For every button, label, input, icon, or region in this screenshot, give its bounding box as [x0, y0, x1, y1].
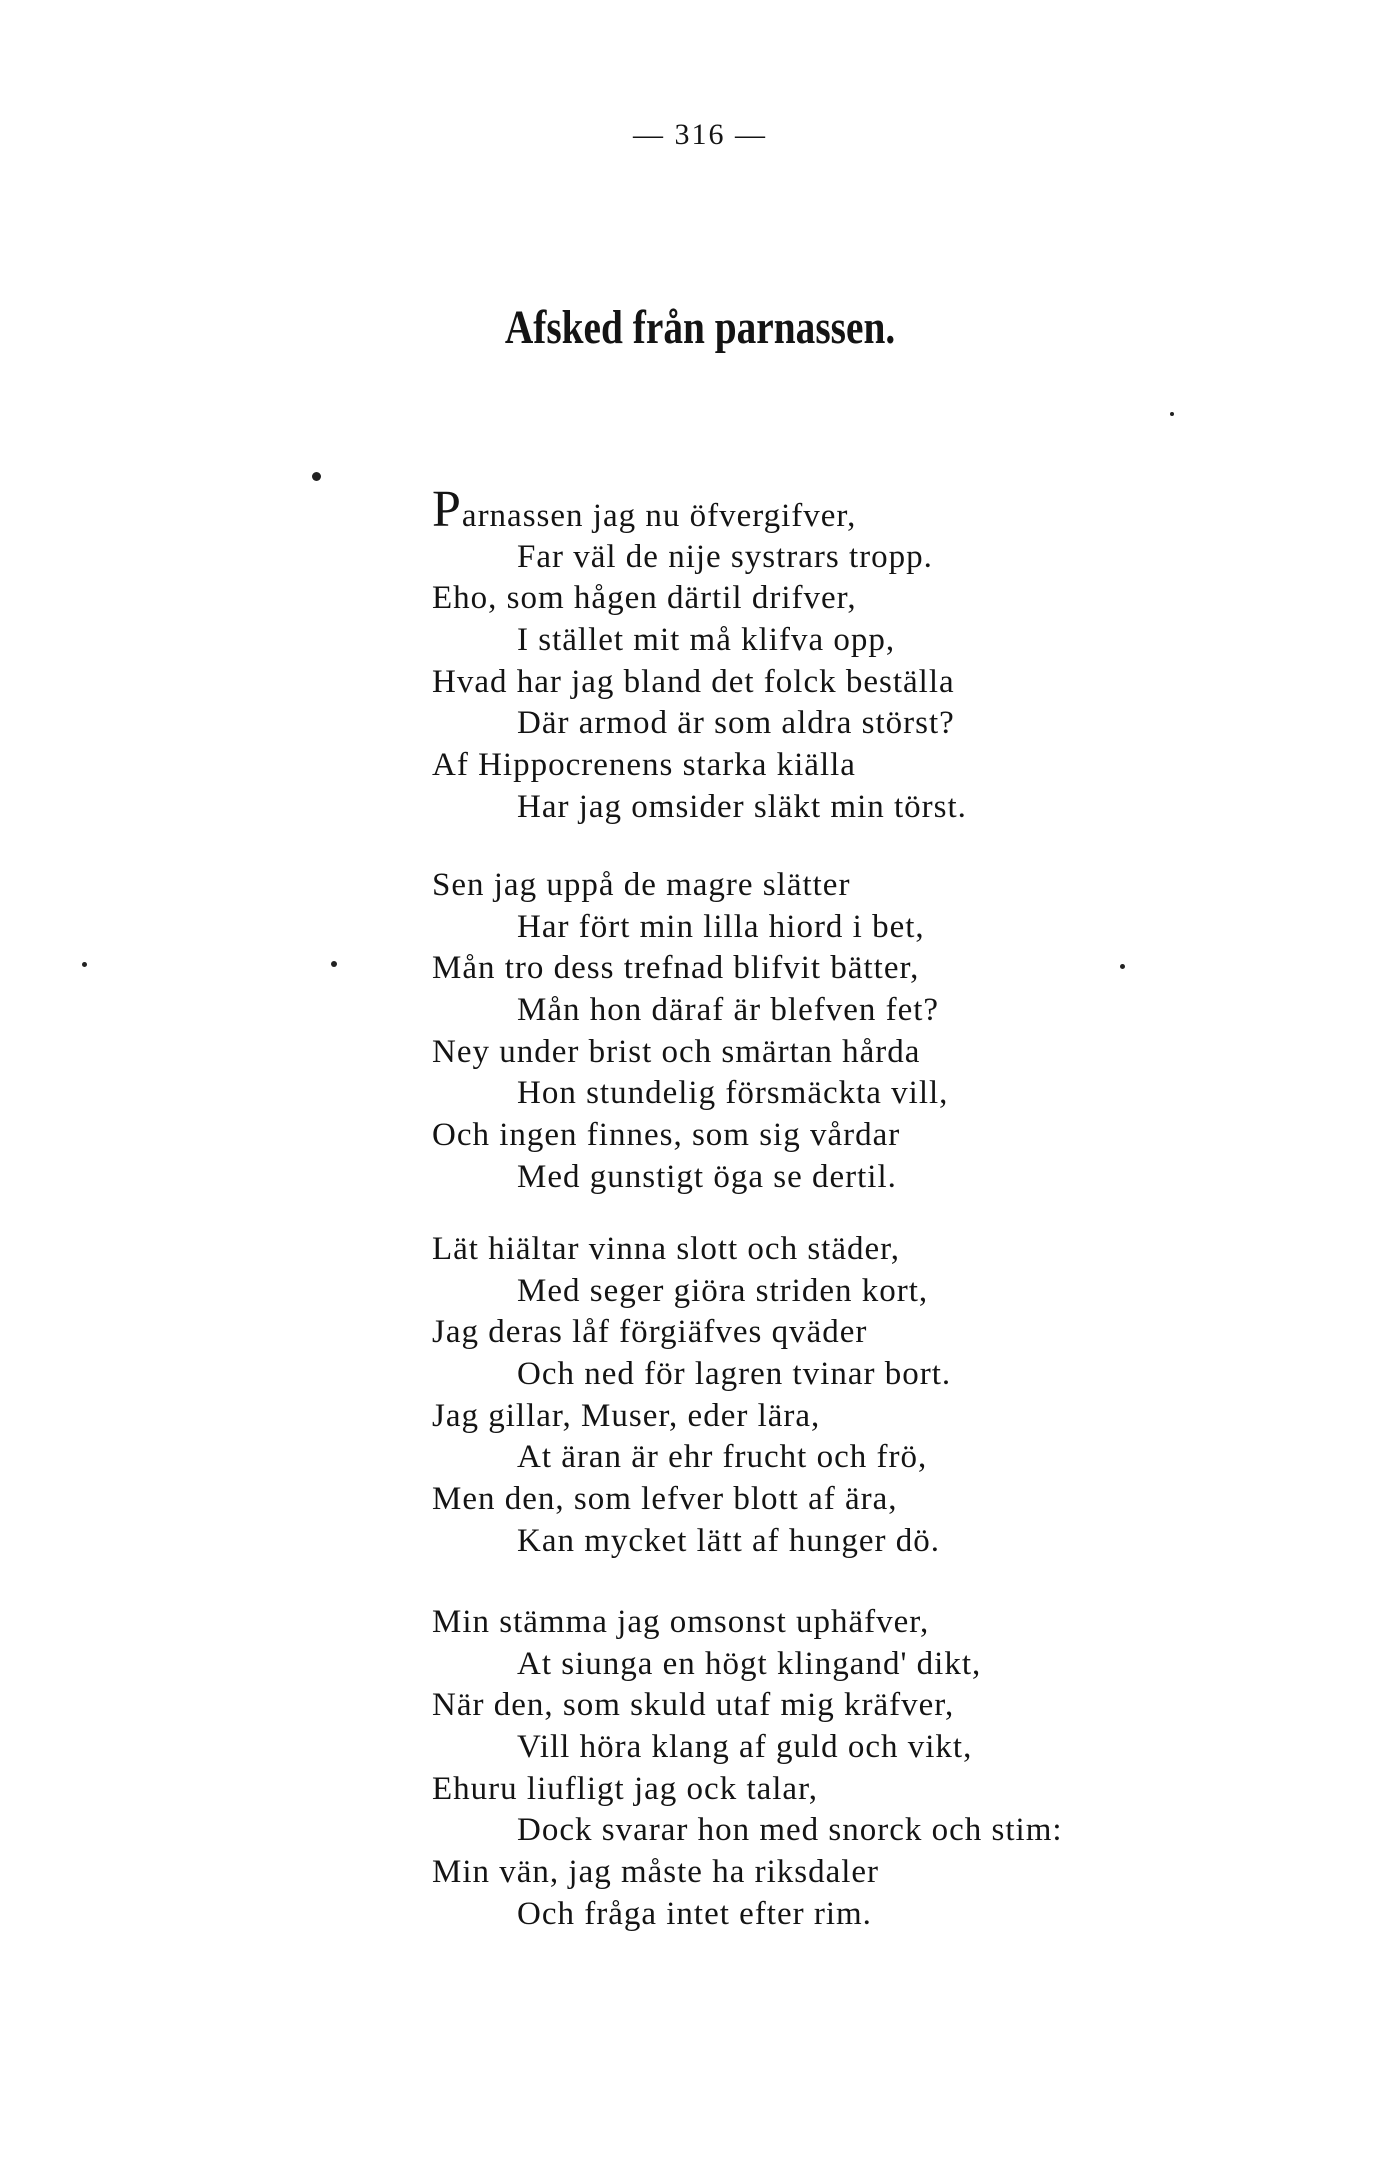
poem-line: Med gunstigt öga se dertil.	[517, 1158, 897, 1195]
poem-line: Hvad har jag bland det folck beställa	[432, 663, 955, 700]
poem-line: At äran är ehr frucht och frö,	[517, 1439, 928, 1476]
poem-line: At siunga en högt klingand' dikt,	[517, 1645, 982, 1682]
ink-speck	[82, 962, 87, 967]
drop-cap: P	[432, 481, 462, 538]
poem-line: Min vän, jag måste ha riksdaler	[432, 1854, 880, 1891]
poem-line: Mån hon däraf är blefven fet?	[517, 992, 940, 1029]
poem-line: Och fråga intet efter rim.	[517, 1895, 872, 1932]
poem-line: När den, som skuld utaf mig kräfver,	[432, 1687, 955, 1724]
poem-line: I stället mit må klifva opp,	[517, 622, 896, 659]
poem-line: Har fört min lilla hiord i bet,	[517, 908, 925, 945]
ink-speck	[1120, 964, 1125, 969]
poem-line: Ehuru liufligt jag ock talar,	[432, 1770, 818, 1807]
poem-line: Jag gillar, Muser, eder lära,	[432, 1397, 821, 1434]
poem-line: Jag deras låf förgiäfves qväder	[432, 1314, 868, 1351]
poem-line: Ney under brist och smärtan hårda	[432, 1033, 921, 1070]
stanza-2	[432, 865, 948, 1199]
poem-line: Med seger giöra striden kort,	[517, 1272, 929, 1309]
poem-line: Min stämma jag omsonst uphäfver,	[432, 1604, 930, 1640]
stanza-3	[432, 1229, 951, 1563]
poem-line: Far väl de nije systrars tropp.	[517, 538, 933, 575]
stanza-4	[432, 1602, 1063, 1936]
poem-line: Dock svarar hon med snorck och stim:	[517, 1812, 1063, 1849]
poem-line: Hon stundelig försmäckta vill,	[517, 1075, 949, 1112]
poem-line: Lät hiältar vinna slott och städer,	[432, 1231, 901, 1267]
poem-line: Men den, som lefver blott af ära,	[432, 1481, 898, 1518]
ink-speck	[331, 961, 337, 967]
poem-line: Af Hippocrenens starka kiälla	[432, 747, 856, 784]
poem-line: Eho, som hågen därtil drifver,	[432, 580, 857, 617]
ink-speck	[312, 472, 321, 481]
poem-line: Där armod är som aldra störst?	[517, 705, 955, 742]
ink-speck	[1170, 412, 1174, 416]
poem-line: Vill höra klang af guld och vikt,	[517, 1729, 973, 1766]
poem-line: Sen jag uppå de magre slätter	[432, 867, 851, 903]
poem-line: Och ned för lagren tvinar bort.	[517, 1356, 952, 1393]
poem-line: Har jag omsider släkt min törst.	[517, 788, 967, 825]
poem-line: Kan mycket lätt af hunger dö.	[517, 1522, 941, 1559]
poem-line: Parnassen jag nu öfvergifver,	[432, 481, 857, 538]
poem-line: Mån tro dess trefnad blifvit bätter,	[432, 950, 920, 987]
poem-title: Afsked från parnassen.	[504, 301, 896, 354]
poem-line: Och ingen finnes, som sig vårdar	[432, 1117, 901, 1154]
page-number: — 316 —	[633, 118, 767, 151]
stanza-1	[432, 481, 967, 829]
